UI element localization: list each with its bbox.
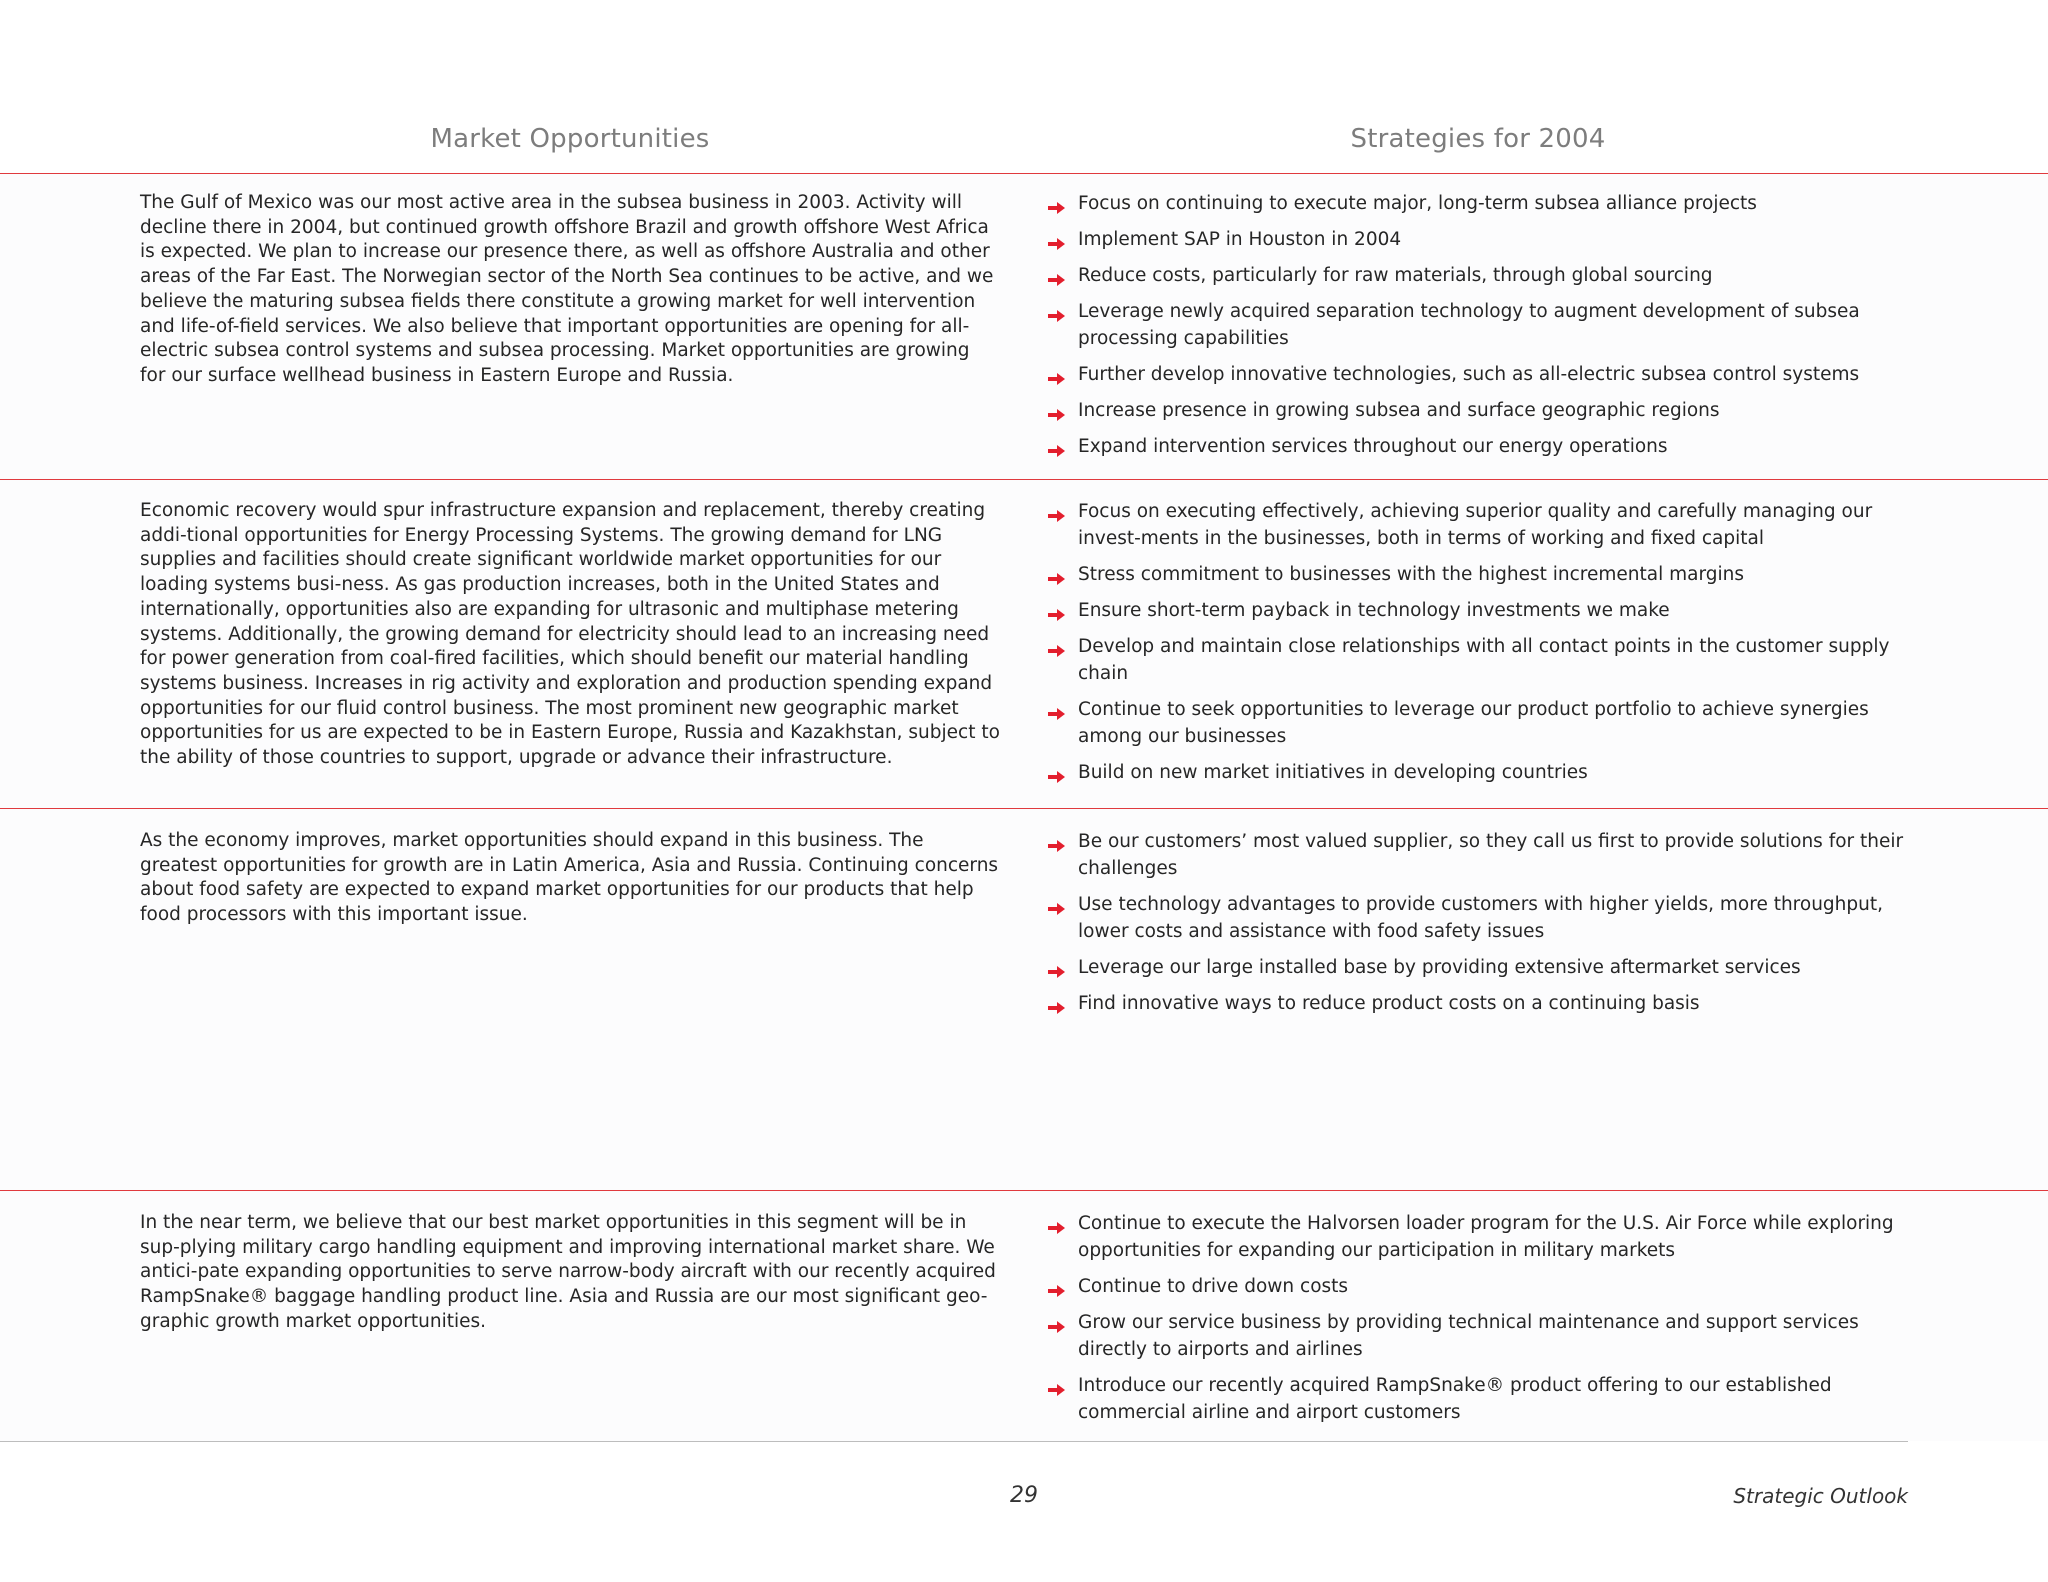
- strategy-text: Leverage newly acquired separation technology to augment development of subsea processing capabilities: [1078, 301, 1860, 349]
- arrow-right-icon: [1048, 304, 1066, 318]
- arrow-right-icon: [1048, 567, 1066, 581]
- strategy-item: [1046, 696, 1906, 750]
- footer-section-title: Strategic Outlook: [1733, 1484, 1908, 1508]
- strategy-text: Focus on executing effectively, achieving superior quality and carefully managing our invest-ments in the businesses, both in terms of working and fixed capital: [1078, 501, 1873, 549]
- strategy-text: Implement SAP in Houston in 2004: [1078, 229, 1402, 250]
- strategy-list: [1046, 190, 1906, 469]
- strategy-item: [1046, 828, 1906, 882]
- strategy-text: Build on new market initiatives in developing countries: [1078, 762, 1588, 783]
- section-divider: [0, 479, 2048, 480]
- strategy-item: [1046, 433, 1906, 460]
- arrow-right-icon: [1048, 1378, 1066, 1392]
- strategy-list: [1046, 1210, 1906, 1435]
- strategy-text: Focus on continuing to execute major, long-term subsea alliance projects: [1078, 193, 1757, 214]
- strategy-text: Leverage our large installed base by providing extensive aftermarket services: [1078, 957, 1801, 978]
- strategy-item: [1046, 759, 1906, 786]
- market-text: In the near term, we believe that our best market opportunities in this segment will be in sup-plying military cargo handling equipment and improving international market share. We antici-pate expanding opportunities to serve narrow-body aircraft with our recently acquired RampSnake® baggage handling product line. Asia and Russia are our most significant geo-graphic growth market opportunities.: [140, 1212, 996, 1332]
- arrow-right-icon: [1048, 996, 1066, 1010]
- strategy-list: [1046, 498, 1906, 795]
- strategy-text: Continue to drive down costs: [1078, 1276, 1349, 1297]
- strategy-text: Continue to execute the Halvorsen loader program for the U.S. Air Force while exploring opportunities for expanding our participation in military markets: [1078, 1213, 1894, 1261]
- strategy-item: [1046, 498, 1906, 552]
- strategy-text: Grow our service business by providing technical maintenance and support services directly to airports and airlines: [1078, 1312, 1859, 1360]
- strategy-text: Introduce our recently acquired RampSnake® product offering to our established commercial airline and airport customers: [1078, 1375, 1832, 1423]
- strategy-item: [1046, 1210, 1906, 1264]
- strategy-item: [1046, 597, 1906, 624]
- section-divider: [0, 808, 2048, 809]
- strategy-item: [1046, 397, 1906, 424]
- arrow-right-icon: [1048, 439, 1066, 453]
- arrow-right-icon: [1048, 232, 1066, 246]
- strategy-text: Be our customers’ most valued supplier, so they call us first to provide solutions for their challenges: [1078, 831, 1904, 879]
- strategy-item: [1046, 1273, 1906, 1300]
- strategy-item: [1046, 262, 1906, 289]
- strategies-heading: Strategies for 2004: [1350, 124, 1606, 154]
- section-divider: [0, 173, 2048, 174]
- strategy-text: Develop and maintain close relationships with all contact points in the customer supply chain: [1078, 636, 1890, 684]
- strategy-item: [1046, 226, 1906, 253]
- arrow-right-icon: [1048, 639, 1066, 653]
- strategy-item: [1046, 1309, 1906, 1363]
- strategy-text: Use technology advantages to provide customers with higher yields, more throughput, lower costs and assistance with food safety issues: [1078, 894, 1883, 942]
- arrow-right-icon: [1048, 367, 1066, 381]
- arrow-right-icon: [1048, 268, 1066, 282]
- market-opportunities-heading: Market Opportunities: [430, 124, 710, 154]
- strategy-item: [1046, 1372, 1906, 1426]
- strategy-text: Increase presence in growing subsea and surface geographic regions: [1078, 400, 1720, 421]
- arrow-right-icon: [1048, 1279, 1066, 1293]
- arrow-right-icon: [1048, 403, 1066, 417]
- page-number: 29: [1010, 1483, 1038, 1508]
- market-text: Economic recovery would spur infrastructure expansion and replacement, thereby creating addi-tional opportunities for Energy Processing Systems. The growing demand for LNG supplies and facilities should create significant worldwide market opportunities for our loading systems busi-ness. As gas production increases, both in the United States and internationally, opportunities also are expanding for ultrasonic and multiphase metering systems. Additionally, the growing demand for electricity should lead to an increasing need for power generation from coal-fired facilities, which should benefit our material handling systems business. Increases in rig activity and exploration and production spending expand opportunities for our fluid control business. The most prominent new geographic market opportunities for us are expected to be in Eastern Europe, Russia and Kazakhstan, subject to the ability of those countries to support, upgrade or advance their infrastructure.: [140, 500, 1000, 769]
- arrow-right-icon: [1048, 1315, 1066, 1329]
- arrow-right-icon: [1048, 765, 1066, 779]
- strategy-text: Stress commitment to businesses with the highest incremental margins: [1078, 564, 1745, 585]
- market-text: The Gulf of Mexico was our most active area in the subsea business in 2003. Activity will decline there in 2004, but continued growth offshore Brazil and growth offshore West Africa is expected. We plan to increase our presence there, as well as offshore Australia and other areas of the Far East. The Norwegian sector of the North Sea continues to be active, and we believe the maturing subsea fields there constitute a growing market for well intervention and life-of-field services. We also believe that important opportunities are opening for all-electric subsea control systems and subsea processing. Market opportunities are growing for our surface wellhead business in Eastern Europe and Russia.: [140, 192, 994, 386]
- strategy-list: [1046, 828, 1906, 1026]
- arrow-right-icon: [1048, 603, 1066, 617]
- strategy-text: Expand intervention services throughout our energy operations: [1078, 436, 1668, 457]
- arrow-right-icon: [1048, 1216, 1066, 1230]
- strategy-item: [1046, 190, 1906, 217]
- strategy-item: [1046, 298, 1906, 352]
- strategy-item: [1046, 633, 1906, 687]
- arrow-right-icon: [1048, 504, 1066, 518]
- strategy-text: Further develop innovative technologies, such as all-electric subsea control systems: [1078, 364, 1860, 385]
- arrow-right-icon: [1048, 702, 1066, 716]
- arrow-right-icon: [1048, 196, 1066, 210]
- footer-divider: [0, 1441, 1908, 1442]
- strategy-item: [1046, 990, 1906, 1017]
- arrow-right-icon: [1048, 960, 1066, 974]
- strategy-item: [1046, 954, 1906, 981]
- arrow-right-icon: [1048, 897, 1066, 911]
- strategy-text: Find innovative ways to reduce product costs on a continuing basis: [1078, 993, 1700, 1014]
- strategy-text: Ensure short-term payback in technology investments we make: [1078, 600, 1670, 621]
- strategy-item: [1046, 891, 1906, 945]
- strategy-text: Continue to seek opportunities to leverage our product portfolio to achieve synergies among our businesses: [1078, 699, 1869, 747]
- strategy-item: [1046, 361, 1906, 388]
- market-text: As the economy improves, market opportunities should expand in this business. The greatest opportunities for growth are in Latin America, Asia and Russia. Continuing concerns about food safety are expected to expand market opportunities for our products that help food processors with this important issue.: [140, 830, 999, 926]
- section-divider: [0, 1190, 2048, 1191]
- strategy-item: [1046, 561, 1906, 588]
- strategy-text: Reduce costs, particularly for raw materials, through global sourcing: [1078, 265, 1713, 286]
- arrow-right-icon: [1048, 834, 1066, 848]
